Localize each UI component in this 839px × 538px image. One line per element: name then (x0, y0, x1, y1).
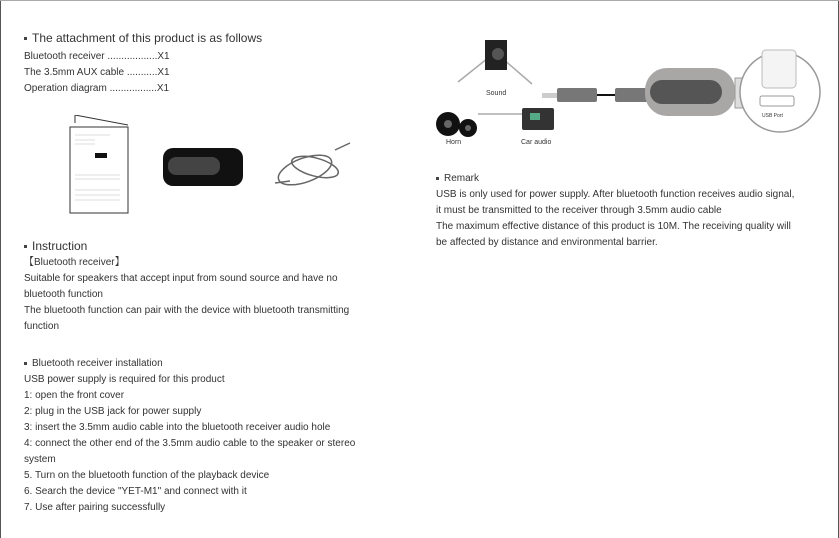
sound-speaker-icon (485, 40, 507, 70)
installation-line: system (24, 454, 56, 465)
instruction-line: function (24, 321, 60, 332)
attachment-title-text: The attachment of this product is as follows (32, 31, 263, 45)
installation-title (24, 356, 163, 372)
horn-label: Horn (446, 139, 462, 146)
instruction-title-text: Instruction (32, 239, 88, 253)
remark-title-text: Remark (444, 173, 480, 184)
installation-line: 7. Use after pairing successfully (24, 502, 166, 513)
instruction-subtitle: 【Bluetooth receiver】 (24, 257, 125, 268)
installation-line: 5. Turn on the bluetooth function of the playback device (24, 470, 270, 481)
remark-line: The maximum effective distance of this product is 10M. The receiving quality will (436, 221, 791, 232)
instruction-line: bluetooth function (24, 289, 103, 300)
remark-title (436, 171, 479, 187)
usb-port-label: USB Port (762, 113, 783, 119)
attachment-item: The 3.5mm AUX cable ...........X1 (24, 67, 170, 78)
installation-title-text: Bluetooth receiver installation (32, 358, 163, 369)
instruction-line: The bluetooth function can pair with the device with bluetooth transmitting (24, 305, 350, 316)
car-audio-label: Car audio (521, 139, 552, 146)
aux-cable-image (275, 143, 350, 191)
attachment-title (24, 30, 262, 46)
usb-receiver-icon (645, 68, 755, 116)
installation-line: 3: insert the 3.5mm audio cable into the bluetooth receiver audio hole (24, 422, 331, 433)
operation-diagram-image (70, 115, 128, 213)
attachment-item: Operation diagram .................X1 (24, 83, 170, 94)
installation-line: USB power supply is required for this product (24, 374, 225, 385)
instruction-line: Suitable for speakers that accept input from sound source and have no (24, 273, 338, 284)
instruction-title (24, 238, 87, 254)
installation-line: 6. Search the device "YET-M1" and connect with it (24, 486, 247, 497)
horn-speaker-icon (436, 112, 477, 137)
attachment-item: Bluetooth receiver ..................X1 (24, 51, 170, 62)
package-contents-illustration (50, 115, 380, 215)
remark-line: it must be transmitted to the receiver through 3.5mm audio cable (436, 205, 722, 216)
installation-line: 1: open the front cover (24, 390, 125, 401)
installation-line: 4: connect the other end of the 3.5mm audio cable to the speaker or stereo (24, 438, 356, 449)
bluetooth-receiver-image (163, 148, 243, 186)
aux-cable-icon (542, 88, 650, 102)
sound-label: Sound (486, 90, 507, 97)
remark-line: be affected by distance and environmental barrier. (436, 237, 658, 248)
remark-line: USB is only used for power supply. After bluetooth function receives audio signal, (436, 189, 795, 200)
divider (0, 0, 839, 1)
installation-line: 2: plug in the USB jack for power supply (24, 406, 202, 417)
car-audio-icon (522, 108, 554, 130)
